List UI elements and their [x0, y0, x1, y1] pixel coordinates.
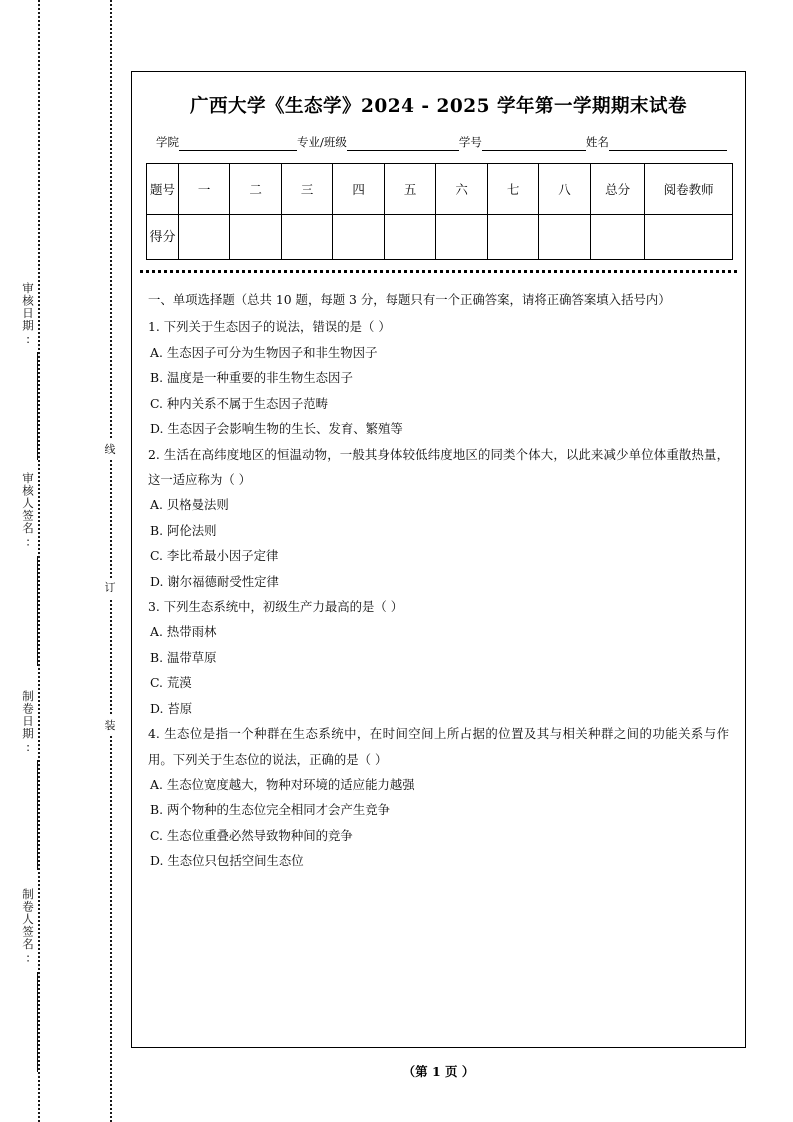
score-table-col-total: 总分	[590, 164, 645, 215]
field-student-number-input[interactable]	[482, 137, 586, 151]
paper-made-date-label: 制卷日期:	[21, 690, 35, 755]
question-3-option-b[interactable]: B. 温带草原	[150, 649, 217, 665]
page-footer: （第 1 页 ）	[402, 1064, 475, 1079]
score-cell-3[interactable]	[281, 215, 332, 260]
field-major-input[interactable]	[347, 137, 459, 151]
review-date-rule	[37, 352, 38, 460]
seam-char-pack: 装	[101, 716, 119, 736]
paper-maker-signature-rule	[37, 972, 38, 1072]
question-2-option-c[interactable]: C. 李比希最小因子定律	[150, 548, 279, 564]
score-cell-total[interactable]	[590, 215, 645, 260]
question-2-option-d[interactable]: D. 谢尔福德耐受性定律	[150, 573, 279, 589]
question-2-option-a[interactable]: A. 贝格曼法则	[150, 497, 229, 513]
score-table-row-label-score: 得分	[147, 215, 179, 260]
score-table-col-3: 三	[281, 164, 332, 215]
score-cell-6[interactable]	[436, 215, 487, 260]
question-stem-4: 4. 生态位是指一个种群在生态系统中，在时间空间上所占据的位置及其与相关种群之间的功能关系与作用。下列关于生态位的说法，正确的是（ ）	[148, 726, 729, 767]
question-3-option-c[interactable]: C. 荒漠	[150, 675, 192, 691]
question-stem-1: 1. 下列关于生态因子的说法，错误的是（ ）	[148, 319, 391, 335]
question-4-option-c[interactable]: C. 生态位重叠必然导致物种间的竞争	[150, 827, 353, 843]
field-college-label: 学院	[156, 135, 179, 149]
binding-seam-inner	[110, 0, 112, 1122]
score-table	[146, 163, 733, 260]
seam-char-bind: 订	[101, 578, 119, 598]
field-college-input[interactable]	[179, 137, 297, 151]
reviewer-signature-label: 审核人签名:	[21, 472, 35, 550]
reviewer-signature-rule	[37, 556, 38, 666]
review-date-label: 审核日期:	[21, 282, 35, 347]
binding-seam-outer	[38, 0, 40, 1122]
score-cell-7[interactable]	[487, 215, 538, 260]
exam-content-box	[131, 71, 746, 1048]
score-cell-2[interactable]	[230, 215, 281, 260]
paper-maker-signature-label: 制卷人签名:	[21, 888, 35, 966]
field-name-input[interactable]	[609, 137, 727, 151]
score-table-col-2: 二	[230, 164, 281, 215]
question-1-option-d[interactable]: D. 生态因子会影响生物的生长、发育、繁殖等	[150, 421, 403, 437]
student-info-line	[132, 124, 745, 151]
table-row-question-numbers	[147, 164, 733, 215]
score-table-col-5: 五	[384, 164, 435, 215]
question-4-option-d[interactable]: D. 生态位只包括空间生态位	[150, 853, 304, 869]
score-table-row-label-question: 题号	[147, 164, 179, 215]
question-stem-3: 3. 下列生态系统中，初级生产力最高的是（ ）	[148, 599, 404, 615]
question-stem-2: 2. 生活在高纬度地区的恒温动物，一般其身体较低纬度地区的同类个体大，以此来减少单位体重散热量，这一适应称为（ ）	[148, 446, 729, 487]
field-student-number	[459, 134, 586, 151]
question-4-option-a[interactable]: A. 生态位宽度越大，物种对环境的适应能力越强	[150, 777, 415, 793]
section-heading-1: 一、单项选择题（总共 10 题，每题 3 分，每题只有一个正确答案，请将正确答案填入括号内）	[148, 292, 671, 307]
question-3-option-d[interactable]: D. 苔原	[150, 700, 193, 716]
field-college	[156, 134, 297, 151]
score-table-col-7: 七	[487, 164, 538, 215]
score-table-col-4: 四	[333, 164, 384, 215]
page-title: 广西大学《生态学》2024 - 2025 学年第一学期期末试卷	[190, 96, 687, 117]
question-4-option-b[interactable]: B. 两个物种的生态位完全相同才会产生竞争	[150, 802, 391, 818]
question-2-option-b[interactable]: B. 阿伦法则	[150, 522, 217, 538]
score-table-col-1: 一	[178, 164, 229, 215]
score-cell-5[interactable]	[384, 215, 435, 260]
question-1-option-a[interactable]: A. 生态因子可分为生物因子和非生物因子	[150, 344, 378, 360]
exam-body	[132, 273, 745, 874]
seam-char-line: 线	[101, 440, 119, 460]
field-major-label: 专业/班级	[297, 135, 347, 149]
score-table-col-grader: 阅卷教师	[645, 164, 733, 215]
score-cell-grader[interactable]	[645, 215, 733, 260]
score-table-col-6: 六	[436, 164, 487, 215]
field-major	[297, 134, 459, 151]
score-cell-1[interactable]	[178, 215, 229, 260]
paper-made-date-rule	[37, 760, 38, 870]
question-1-option-c[interactable]: C. 种内关系不属于生态因子范畴	[150, 395, 328, 411]
question-1-option-b[interactable]: B. 温度是一种重要的非生物生态因子	[150, 370, 353, 386]
score-cell-8[interactable]	[539, 215, 590, 260]
score-cell-4[interactable]	[333, 215, 384, 260]
field-student-number-label: 学号	[458, 135, 482, 149]
score-table-col-8: 八	[539, 164, 590, 215]
field-name-label: 姓名	[585, 135, 609, 149]
question-3-option-a[interactable]: A. 热带雨林	[150, 624, 217, 640]
score-table-wrapper	[132, 151, 745, 260]
table-row-scores	[147, 215, 733, 260]
field-name	[586, 134, 727, 151]
